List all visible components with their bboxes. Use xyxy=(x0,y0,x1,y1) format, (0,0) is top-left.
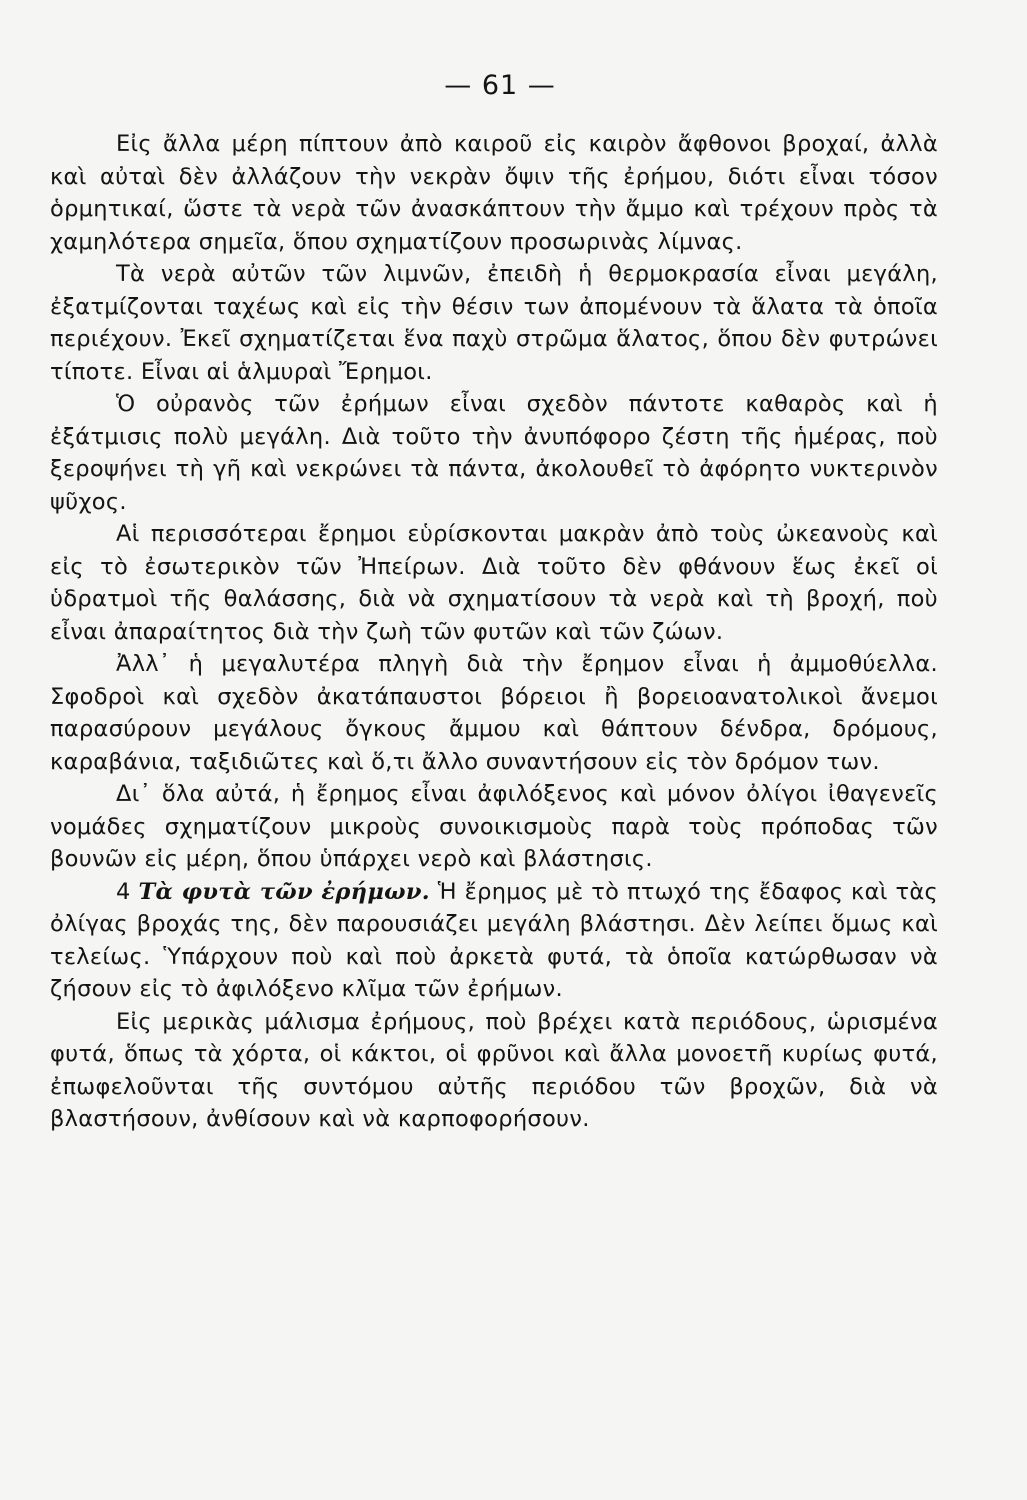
paragraph-desert-plants: Εἰς μερικὰς μάλισμα ἐρήμους, ποὺ βρέχει κατὰ περιόδους, ὡρισμένα φυτά, ὅπως τὰ χόρτα, οἱ κάκτοι, οἱ φρῦνοι καὶ ἄλλα μονοετῆ κυρίως φυτά, ἐπωφελοῦνται τῆς συντόμου αὐτῆς περιόδου τῶν βροχῶν, διὰ νὰ βλαστήσουν, ἀνθίσουν καὶ νὰ καρποφορήσουν. xyxy=(50,1008,938,1132)
paragraph-rains: Εἰς ἄλλα μέρη πίπτουν ἀπὸ καιροῦ εἰς καιρὸν ἄφθονοι βροχαί, ἀλλὰ καὶ αὐταὶ δὲν ἀλλάζουν τὴν νεκρὰν ὄψιν τῆς ἐρήμου, διότι εἶναι τόσον ὁρμητικαί, ὥστε τὰ νερὰ τῶν ἀνασκάπτουν τὴν ἄμμο καὶ τρέχουν πρὸς τὰ χαμηλότερα σημεῖα, ὅπου σχηματίζουν προσωρινὰς λίμνας. xyxy=(50,131,938,255)
paragraph-nomads: Δι᾽ ὅλα αὐτά, ἡ ἔρημος εἶναι ἀφιλόξενος καὶ μόνον ὀλίγοι ἰθαγενεῖς νομάδες σχηματίζουν μικροὺς συνοικισμοὺς παρὰ τοὺς πρόποδας τῶν βουνῶν εἰς μέρη, ὅπου ὑπάρχει νερὸ καὶ βλάστησις. xyxy=(50,781,938,872)
paragraph-desert-location: Αἱ περισσότεραι ἔρημοι εὑρίσκονται μακρὰν ἀπὸ τοὺς ὠκεανοὺς καὶ εἰς τὸ ἐσωτερικὸν τῶν Ἠπείρων. Διὰ τοῦτο δὲν φθάνουν ἕως ἐκεῖ οἱ ὑδρατμοὶ τῆς θαλάσσης, διὰ νὰ σχηματίσουν τὰ νερὰ καὶ τὴ βροχή, ποὺ εἶναι ἀπαραίτητος διὰ τὴν ζωὴ τῶν φυτῶν καὶ τῶν ζώων. xyxy=(50,521,938,645)
section-text: Ἡ ἔρημος μὲ τὸ πτωχό της ἔδαφος καὶ τὰς ὀλίγας βροχάς της, δὲν παρουσιάζει μεγάλη βλάστησι. Δὲν λείπει ὅμως καὶ τελείως. Ὑπάρχουν ποὺ καὶ ποὺ ἀρκετὰ φυτά, τὰ ὁποῖα κατώρθωσαν νὰ ζήσουν εἰς τὸ ἀφιλόξενο κλῖμα τῶν ἐρήμων. xyxy=(50,878,938,1002)
section-number: 4 xyxy=(116,878,131,905)
paragraph-section-4 xyxy=(50,876,938,1006)
section-heading: Τὰ φυτὰ τῶν ἐρήμων. xyxy=(138,878,430,905)
paragraph-salt-deserts: Τὰ νερὰ αὐτῶν τῶν λιμνῶν, ἐπειδὴ ἡ θερμοκρασία εἶναι μεγάλη, ἐξατμίζονται ταχέως καὶ εἰς τὴν θέσιν των ἀπομένουν τὰ ἅλατα τὰ ὁποῖα περιέχουν. Ἐκεῖ σχηματίζεται ἕνα παχὺ στρῶμα ἅλατος, ὅπου δὲν φυτρώνει τίποτε. Εἶναι αἱ ἁλμυραὶ Ἔρημοι. xyxy=(50,261,938,385)
paragraph-sky-climate: Ὁ οὐρανὸς τῶν ἐρήμων εἶναι σχεδὸν πάντοτε καθαρὸς καὶ ἡ ἐξάτμισις πολὺ μεγάλη. Διὰ τοῦτο τὴν ἀνυπόφορο ζέστη τῆς ἡμέρας, ποὺ ξεροψήνει τὴ γῆ καὶ νεκρώνει τὰ πάντα, ἀκολουθεῖ τὸ ἀφόρητο νυκτερινὸν ψῦχος. xyxy=(50,391,938,515)
page-number: — 61 — xyxy=(444,70,556,101)
paragraph-sandstorm: Ἀλλ᾽ ἡ μεγαλυτέρα πληγὴ διὰ τὴν ἔρημον εἶναι ἡ ἀμμοθύελλα. Σφοδροὶ καὶ σχεδὸν ἀκατάπαυστοι βόρειοι ἢ βορειοανατολικοὶ ἄνεμοι παρασύρουν μεγάλους ὄγκους ἄμμου καὶ θάπτουν δένδρα, δρόμους, καραβάνια, ταξιδιῶτες καὶ ὅ,τι ἄλλο συναντήσουν εἰς τὸν δρόμον των. xyxy=(50,651,938,775)
page-body xyxy=(50,128,938,1136)
